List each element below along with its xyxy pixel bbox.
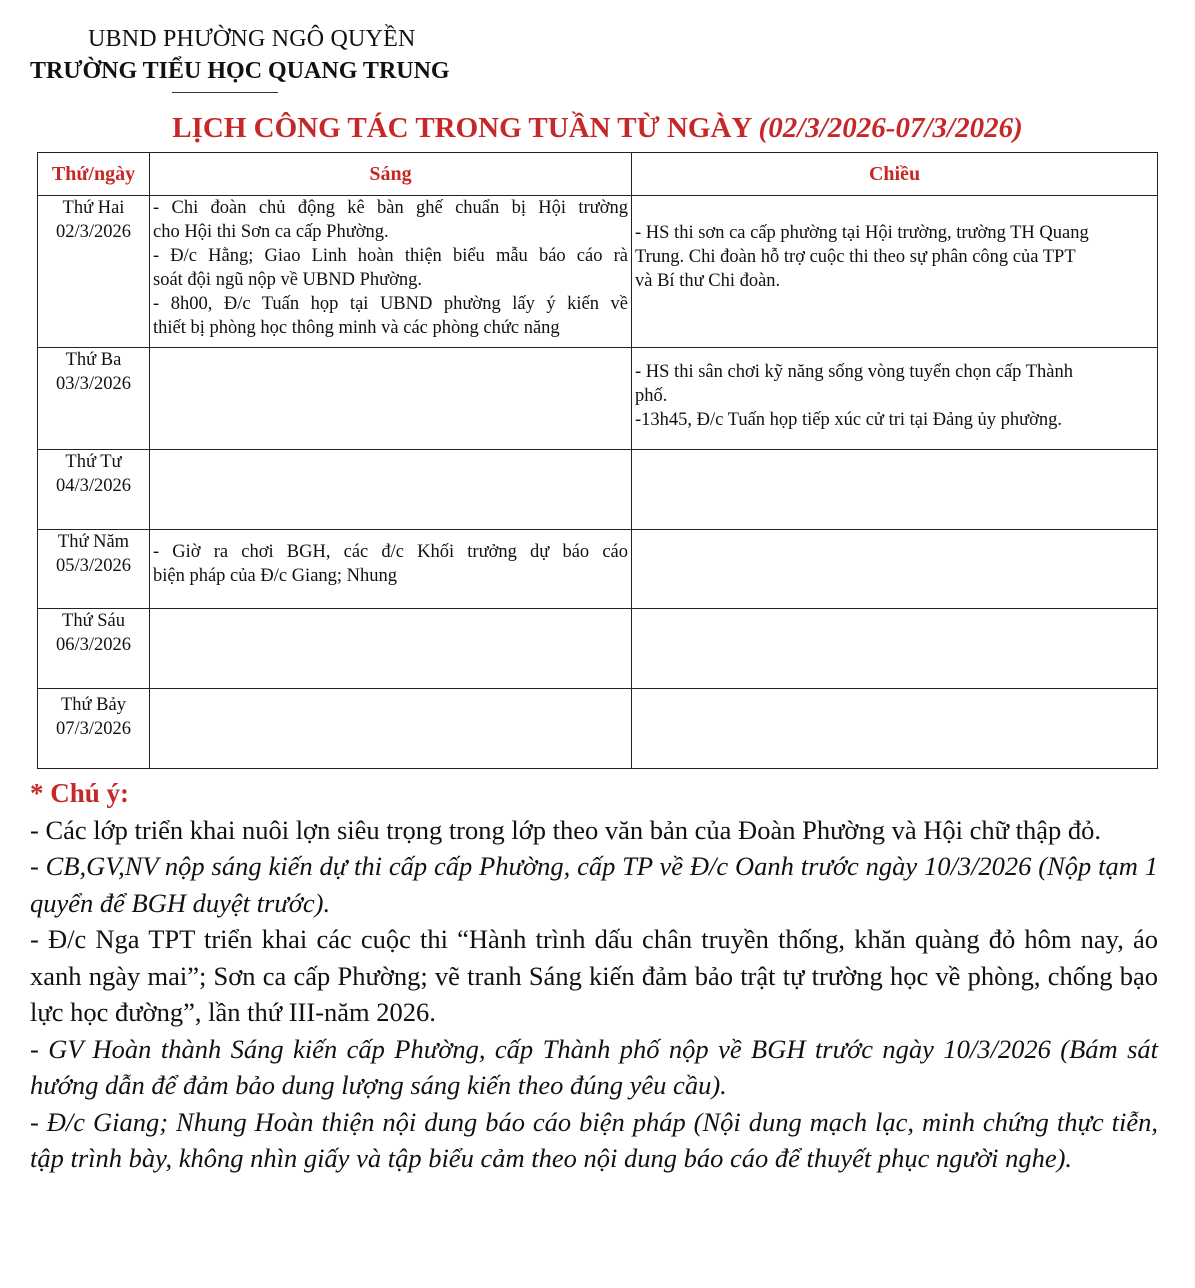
col-header-day: Thứ/ngày xyxy=(38,153,150,196)
afternoon-cell xyxy=(632,450,1158,530)
day-cell xyxy=(38,530,150,609)
day-cell xyxy=(38,450,150,530)
morning-line: cho Hội thi Sơn ca cấp Phường. xyxy=(153,222,389,242)
col-header-morning: Sáng xyxy=(150,153,632,196)
afternoon-line: - HS thi sơn ca cấp phường tại Hội trường, trường TH Quang xyxy=(635,222,1089,243)
note-item: - Đ/c Nga TPT triển khai các cuộc thi “Hành trình dấu chân truyền thống, khăn quàng đỏ hôm nay, áo xanh ngày mai”; Sơn ca cấp Phường; vẽ tranh Sáng kiến đảm bảo trật tự trường học về phòng, chống bạo lực học đường”, lần thứ III-năm 2026. xyxy=(30,924,1158,1027)
morning-cell xyxy=(150,689,632,769)
org-name: UBND PHƯỜNG NGÔ QUYỀN xyxy=(88,26,416,52)
morning-line: - Giờ ra chơi BGH, các đ/c Khối trưởng dự báo cáo xyxy=(153,542,628,562)
day-date: 07/3/2026 xyxy=(55,719,132,739)
title-date-range: (02/3/2026-07/3/2026) xyxy=(758,112,1023,144)
day-date: 05/3/2026 xyxy=(55,556,132,576)
morning-line: thiết bị phòng học thông minh và các phòng chức năng xyxy=(153,318,560,338)
day-name: Thứ Năm xyxy=(57,532,130,552)
morning-line: - Chi đoàn chủ động kê bàn ghế chuẩn bị Hội trường xyxy=(153,198,628,218)
day-name: Thứ Ba xyxy=(65,350,122,370)
row-thursday xyxy=(38,530,1158,609)
afternoon-line: -13h45, Đ/c Tuấn họp tiếp xúc cử tri tại Đảng ủy phường. xyxy=(635,410,1063,430)
morning-line: - 8h00, Đ/c Tuấn họp tại UBND phường lấy ý kiến về xyxy=(153,294,628,314)
row-wednesday xyxy=(38,450,1158,530)
title-prefix: LỊCH CÔNG TÁC TRONG TUẦN TỪ NGÀY xyxy=(172,112,759,144)
day-cell xyxy=(38,196,150,348)
day-cell xyxy=(38,348,150,450)
col-header-afternoon: Chiều xyxy=(632,153,1158,196)
day-name: Thứ Hai xyxy=(62,198,125,218)
note-item: - Đ/c Giang; Nhung Hoàn thiện nội dung báo cáo biện pháp (Nội dung mạch lạc, minh chứng thực tiễn, tập trình bày, không nhìn giấy và tập biểu cảm theo nội dung báo cáo để thuyết phục người nghe). xyxy=(30,1106,1158,1173)
day-name: Thứ Tư xyxy=(65,452,122,472)
afternoon-cell xyxy=(632,196,1158,348)
day-name: Thứ Sáu xyxy=(62,611,125,631)
afternoon-cell xyxy=(632,348,1158,450)
morning-cell xyxy=(150,530,632,609)
note-item: - Các lớp triển khai nuôi lợn siêu trọng trong lớp theo văn bản của Đoàn Phường và Hội chữ thập đỏ. xyxy=(30,814,1101,845)
header-divider xyxy=(172,92,278,93)
afternoon-line: Trung. Chi đoàn hỗ trợ cuộc thi theo sự phân công của TPT xyxy=(635,246,1076,267)
page-title xyxy=(0,112,1195,145)
school-name: TRƯỜNG TIỂU HỌC QUANG TRUNG xyxy=(30,58,450,84)
row-monday xyxy=(38,196,1158,348)
morning-line: biện pháp của Đ/c Giang; Nhung xyxy=(153,566,398,586)
row-friday xyxy=(38,609,1158,689)
morning-cell xyxy=(150,196,632,348)
afternoon-line: phố. xyxy=(635,386,668,406)
day-date: 02/3/2026 xyxy=(55,222,132,242)
morning-line: - Đ/c Hằng; Giao Linh hoàn thiện biểu mẫu báo cáo rà xyxy=(153,246,628,266)
morning-cell xyxy=(150,450,632,530)
afternoon-cell xyxy=(632,530,1158,609)
day-date: 03/3/2026 xyxy=(55,374,132,394)
afternoon-line: - HS thi sân chơi kỹ năng sống vòng tuyển chọn cấp Thành xyxy=(635,362,1073,382)
day-name: Thứ Bảy xyxy=(60,695,126,715)
schedule-table xyxy=(37,152,1158,769)
row-saturday xyxy=(38,689,1158,769)
afternoon-cell xyxy=(632,689,1158,769)
day-cell xyxy=(38,609,150,689)
day-date: 06/3/2026 xyxy=(55,635,132,655)
note-item: - GV Hoàn thành Sáng kiến cấp Phường, cấp Thành phố nộp về BGH trước ngày 10/3/2026 (Bám sát hướng dẫn để đảm bảo dung lượng sáng kiến theo đúng yêu cầu). xyxy=(30,1033,1158,1100)
row-tuesday xyxy=(38,348,1158,450)
note-item: - CB,GV,NV nộp sáng kiến dự thi cấp cấp Phường, cấp TP về Đ/c Oanh trước ngày 10/3/2026 (Nộp tạm 1 quyển để BGH duyệt trước). xyxy=(30,851,1158,918)
notes-heading: * Chú ý: xyxy=(30,778,130,808)
afternoon-cell xyxy=(632,609,1158,689)
day-cell xyxy=(38,689,150,769)
notes-section xyxy=(30,775,1158,1177)
day-date: 04/3/2026 xyxy=(55,476,132,496)
header-row xyxy=(38,153,1158,196)
morning-line: soát đội ngũ nộp về UBND Phường. xyxy=(153,270,423,290)
morning-cell xyxy=(150,609,632,689)
morning-cell xyxy=(150,348,632,450)
afternoon-line: và Bí thư Chi đoàn. xyxy=(635,270,781,291)
